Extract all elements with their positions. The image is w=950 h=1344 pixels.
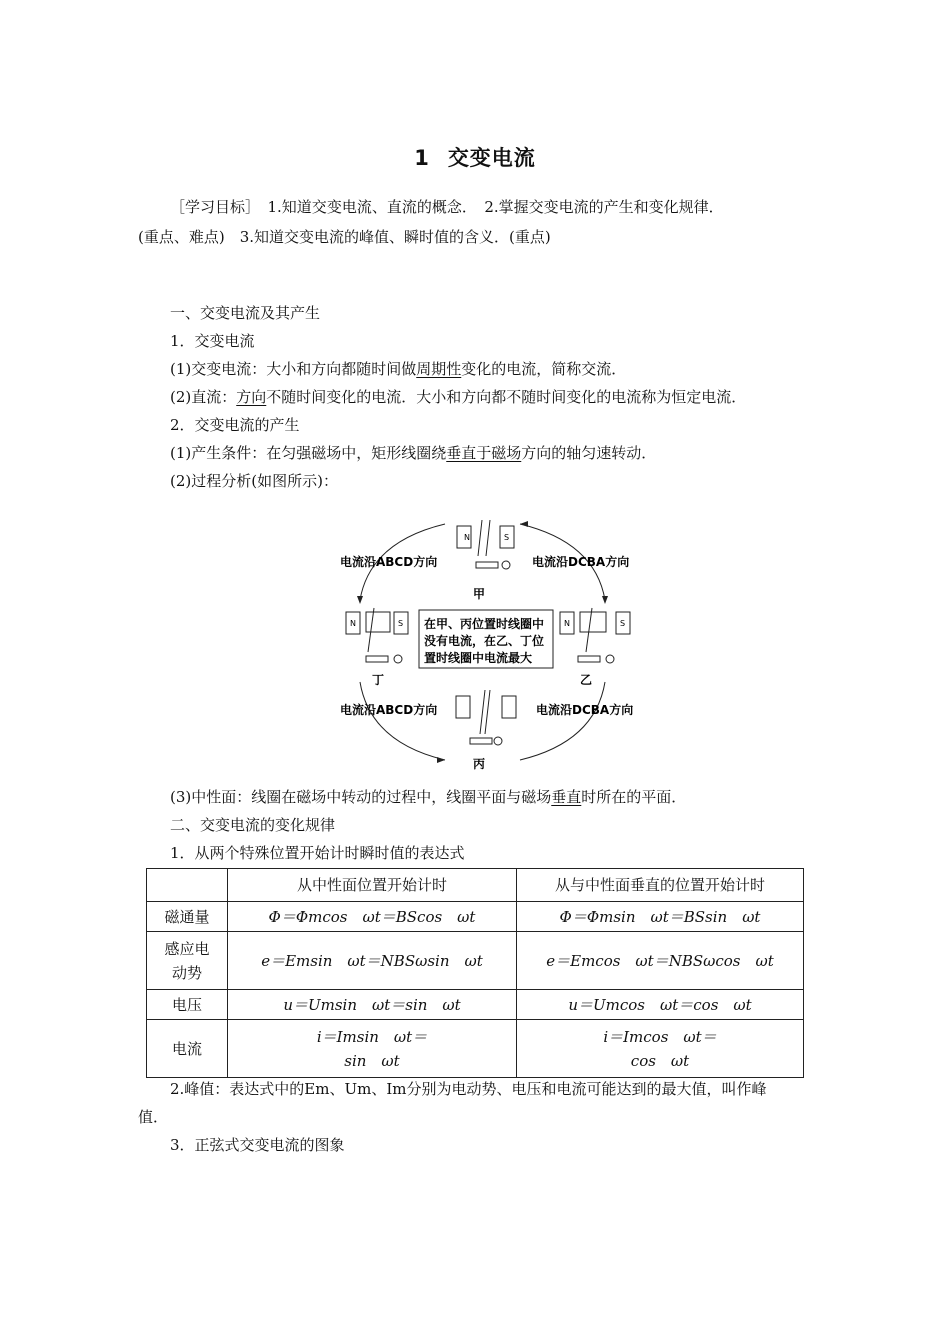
position-label-ding: 丁	[372, 673, 385, 687]
table-row	[147, 990, 804, 1020]
section2-sub3: 3．正弦式交变电流的图象	[170, 1136, 345, 1154]
text: (2)直流：	[170, 388, 237, 406]
table-row	[147, 932, 804, 990]
section2-sub1: 1．从两个特殊位置开始计时瞬时值的表达式	[170, 844, 465, 862]
cell-line: cos ωt	[630, 1051, 690, 1070]
n-pole-label: N	[464, 533, 470, 542]
apparatus-jia	[457, 520, 514, 569]
cell-line: i＝Imcos ωt＝	[603, 1027, 717, 1046]
label-line: 动势	[171, 963, 202, 982]
page-title	[0, 142, 950, 172]
table-cell: u＝Umcos ωt＝cos ωt	[517, 990, 804, 1020]
center-note-line2: 没有电流，在乙、丁位	[424, 634, 545, 648]
text: 方向的轴匀速转动．	[521, 444, 657, 462]
cell-line: sin ωt	[344, 1051, 400, 1070]
table-cell: Φ＝Φmcos ωt＝BScos ωt	[228, 902, 517, 932]
paragraph-peak-line1: 2.峰值：表达式中的Em、Um、Im分别为电动势、电压和电流可能达到的最大值，叫作峰	[170, 1080, 767, 1098]
center-note-line3: 置时线圈中电流最大	[424, 651, 533, 665]
cell-line: i＝Imsin ωt＝	[316, 1027, 428, 1046]
position-label-bing: 丙	[473, 757, 486, 771]
section1-sub1: 1．交变电流	[170, 332, 255, 350]
table-row-label	[147, 932, 228, 990]
apparatus-bing	[456, 690, 516, 745]
n-pole-label: N	[350, 619, 356, 628]
arrow-icon	[520, 521, 528, 527]
arrow-icon	[357, 596, 363, 604]
table-cell: u＝Umsin ωt＝sin ωt	[228, 990, 517, 1020]
position-label-jia: 甲	[473, 587, 486, 601]
cycle-arc-bottom-right	[520, 682, 605, 760]
text: (1)交变电流：大小和方向都随时间做	[170, 360, 417, 378]
label-bottom-right: 电流沿DCBA方向	[536, 703, 634, 717]
table-row-label: 电压	[147, 990, 228, 1020]
cycle-arc-bottom-left	[360, 682, 445, 760]
table-row-label: 磁通量	[147, 902, 228, 932]
label-top-right: 电流沿DCBA方向	[532, 555, 630, 569]
expression-table	[146, 868, 804, 1078]
label-top-left: 电流沿ABCD方向	[340, 555, 438, 569]
table-row	[147, 1020, 804, 1078]
text: 变化的电流，简称交流．	[461, 360, 627, 378]
s-pole-label: S	[398, 619, 404, 628]
table-cell: Φ＝Φmsin ωt＝BSsin ωt	[517, 902, 804, 932]
section2-heading: 二、交变电流的变化规律	[170, 816, 336, 834]
table-corner-cell	[147, 869, 228, 902]
n-pole-label: N	[564, 619, 570, 628]
paragraph-neutral-plane	[170, 782, 686, 812]
paragraph-dc-definition	[170, 382, 746, 412]
paragraph-condition	[170, 438, 656, 468]
table-cell: e＝Emsin ωt＝NBSωsin ωt	[228, 932, 517, 990]
label-bottom-left: 电流沿ABCD方向	[340, 703, 438, 717]
table-cell	[228, 1020, 517, 1078]
table-cell: e＝Emcos ωt＝NBSωcos ωt	[517, 932, 804, 990]
generator-cycle-figure	[330, 512, 635, 774]
paragraph-ac-definition	[170, 354, 626, 384]
apparatus-yi	[560, 608, 630, 663]
apparatus-ding	[346, 608, 408, 663]
table-header-cell: 从与中性面垂直的位置开始计时	[517, 869, 804, 902]
arrow-icon	[437, 757, 445, 763]
section1-heading: 一、交变电流及其产生	[170, 304, 321, 322]
arrow-icon	[602, 596, 608, 604]
text: 不随时间变化的电流．大小和方向都不随时间变化的电流称为恒定电流．	[266, 388, 747, 406]
table-row	[147, 902, 804, 932]
center-note-line1: 在甲、丙位置时线圈中	[424, 617, 545, 631]
objectives-line-1: ［学习目标］ 1.知道交变电流、直流的概念． 2.掌握交变电流的产生和变化规律．	[170, 198, 724, 216]
paragraph-peak-line2: 值．	[138, 1108, 169, 1126]
title-number: 1	[414, 146, 430, 170]
underlined-blank: 方向	[236, 388, 267, 406]
underlined-blank: 垂直于磁场	[446, 444, 522, 462]
s-pole-label: S	[620, 619, 626, 628]
paragraph-process: (2)过程分析(如图所示)：	[170, 472, 338, 490]
text: 时所在的平面．	[581, 788, 687, 806]
title-text: 交变电流	[447, 146, 536, 170]
position-label-yi: 乙	[580, 673, 593, 687]
text: (1)产生条件：在匀强磁场中，矩形线圈绕	[170, 444, 447, 462]
text: (3)中性面：线圈在磁场中转动的过程中，线圈平面与磁场	[170, 788, 552, 806]
underlined-blank: 垂直	[551, 788, 582, 806]
label-line: 感应电	[164, 939, 210, 958]
table-header-cell: 从中性面位置开始计时	[228, 869, 517, 902]
table-cell	[517, 1020, 804, 1078]
s-pole-label: S	[504, 533, 510, 542]
objectives-line-2: (重点、难点) 3.知道交变电流的峰值、瞬时值的含义．(重点)	[138, 228, 551, 246]
table-row-label: 电流	[147, 1020, 228, 1078]
section1-sub2: 2．交变电流的产生	[170, 416, 300, 434]
underlined-blank: 周期性	[416, 360, 462, 378]
